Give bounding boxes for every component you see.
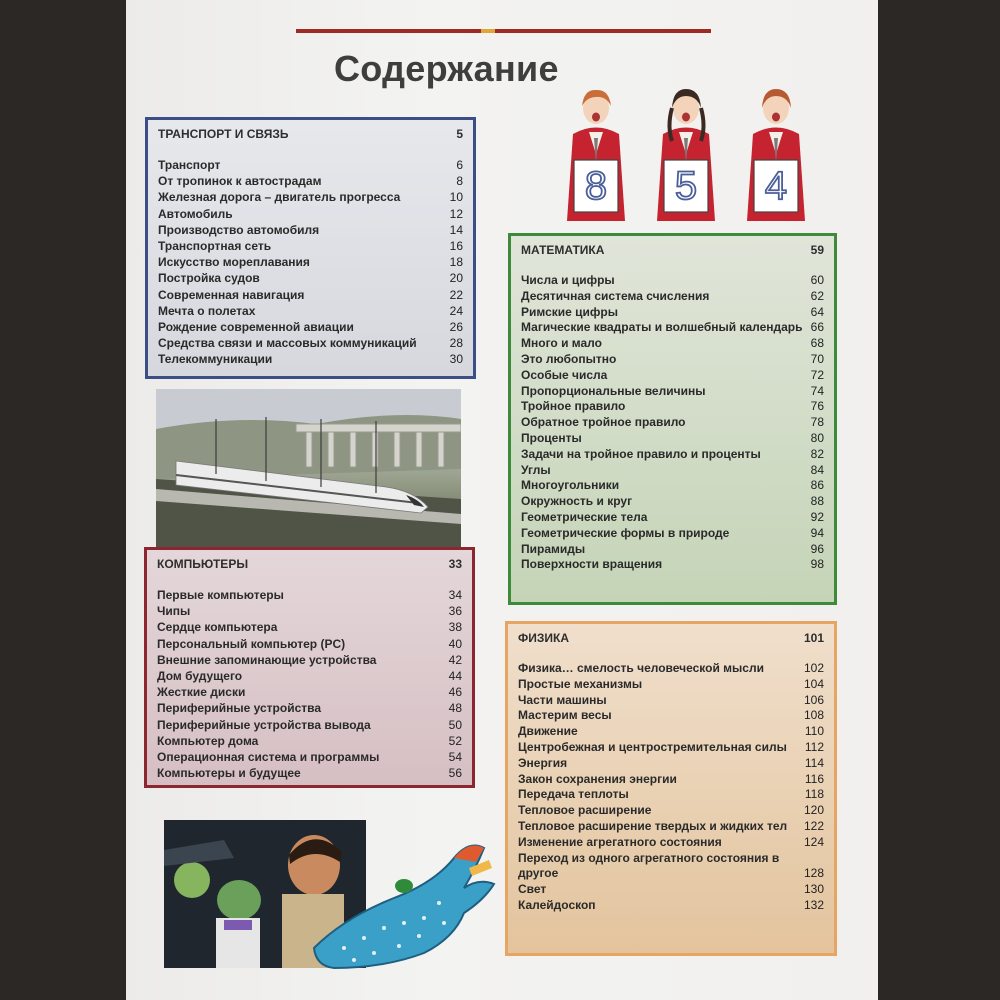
toc-item[interactable]	[521, 384, 824, 400]
toc-item-page: 14	[449, 222, 463, 237]
toc-item[interactable]	[518, 835, 824, 851]
toc-item[interactable]	[157, 733, 462, 749]
toc-item[interactable]	[518, 693, 824, 709]
section-computers-title: КОМПЬЮТЕРЫ	[157, 557, 249, 571]
toc-item[interactable]	[518, 661, 824, 677]
child-2	[657, 89, 715, 221]
painted-glove-illustration	[304, 828, 504, 978]
toc-item-label: Компьютеры и будущее	[157, 766, 301, 781]
toc-item[interactable]	[521, 289, 824, 305]
toc-item-page: 48	[448, 701, 462, 716]
toc-item[interactable]	[518, 772, 824, 788]
toc-item-label: Геометрические тела	[521, 509, 648, 524]
toc-item-page: 122	[803, 818, 824, 833]
toc-item-label: Рождение современной авиации	[158, 320, 354, 335]
toc-item-page: 10	[449, 190, 463, 205]
toc-item[interactable]	[158, 303, 463, 319]
toc-item[interactable]	[158, 319, 463, 335]
section-computers	[144, 547, 475, 788]
toc-item-page: 116	[804, 771, 824, 786]
toc-item[interactable]	[157, 652, 462, 668]
toc-item-page: 108	[803, 708, 824, 723]
toc-item-page: 74	[810, 383, 824, 398]
toc-item-label: Окружность и круг	[521, 494, 633, 509]
toc-item[interactable]	[521, 273, 824, 289]
toc-item[interactable]	[518, 882, 824, 898]
toc-item-page: 104	[803, 676, 824, 691]
section-computers-list	[157, 587, 462, 781]
toc-item[interactable]	[158, 189, 463, 205]
section-math	[508, 233, 837, 605]
toc-item[interactable]	[521, 478, 824, 494]
toc-item[interactable]	[157, 603, 462, 619]
toc-item-label: Компьютер дома	[157, 733, 259, 748]
toc-item[interactable]	[158, 222, 463, 238]
toc-item[interactable]	[158, 287, 463, 303]
toc-item-label: Это любопытно	[521, 351, 617, 366]
toc-item-page: 72	[810, 367, 824, 382]
toc-item[interactable]	[521, 526, 824, 542]
toc-item-label: Углы	[521, 462, 551, 477]
toc-item-label: Десятичная система счисления	[521, 288, 710, 303]
toc-item-label: Тепловое расширение твердых и жидких тел	[518, 818, 788, 833]
toc-item-label: Транспортная сеть	[158, 239, 272, 254]
toc-item-page: 132	[803, 897, 824, 912]
train-photo	[156, 389, 461, 547]
toc-item-label: Геометрические формы в природе	[521, 525, 730, 540]
toc-item-label: Мастерим весы	[518, 708, 612, 723]
toc-item[interactable]	[157, 717, 462, 733]
toc-item-label: Калейдоскоп	[518, 897, 596, 912]
toc-item[interactable]	[518, 677, 824, 693]
toc-item-page: 106	[803, 692, 824, 707]
section-physics-title: ФИЗИКА	[518, 631, 569, 645]
toc-item-page: 130	[803, 882, 824, 897]
toc-item[interactable]	[157, 636, 462, 652]
toc-item[interactable]	[521, 431, 824, 447]
toc-item-page: 70	[810, 351, 824, 366]
toc-item-page: 86	[810, 478, 824, 493]
toc-item-label: Числа и цифры	[521, 273, 615, 287]
toc-item-page: 84	[810, 462, 824, 477]
toc-item-label: Поверхности вращения	[521, 557, 663, 572]
toc-item-page: 56	[448, 766, 462, 781]
toc-item-page: 22	[449, 287, 463, 302]
toc-item-label: Магические квадраты и волшебный календарь	[521, 320, 803, 335]
toc-item[interactable]	[158, 238, 463, 254]
toc-item-label: Операционная система и программы	[157, 750, 380, 765]
section-math-header[interactable]	[521, 243, 824, 257]
toc-item-page: 38	[448, 620, 462, 635]
section-math-page: 59	[810, 243, 824, 257]
section-math-title: МАТЕМАТИКА	[521, 243, 605, 257]
toc-item-label: Чипы	[157, 604, 191, 619]
toc-item-label: Тройное правило	[521, 399, 626, 414]
toc-item-label: Передача теплоты	[518, 787, 629, 802]
toc-item-label: Части машины	[518, 692, 607, 707]
toc-item-page: 112	[804, 739, 824, 754]
toc-item[interactable]	[518, 803, 824, 819]
toc-item-page: 96	[810, 541, 824, 556]
toc-item-page: 66	[810, 320, 824, 335]
section-transport-page: 5	[456, 127, 463, 141]
toc-item-label: Многоугольники	[521, 478, 620, 493]
toc-item-page: 110	[804, 724, 824, 739]
toc-item-page: 78	[810, 415, 824, 430]
section-physics-page: 101	[803, 631, 824, 645]
top-rule	[296, 29, 711, 33]
toc-item-label: Первые компьютеры	[157, 588, 284, 602]
toc-item[interactable]	[158, 173, 463, 189]
toc-item-page: 18	[449, 255, 463, 270]
toc-item-page: 114	[804, 755, 824, 770]
toc-item-label: Персональный компьютер (PC)	[157, 636, 346, 651]
toc-item-label: Центробежная и центростремительная силы	[518, 739, 787, 754]
child-3	[747, 89, 805, 221]
toc-item-page: 128	[803, 866, 824, 881]
section-computers-page: 33	[448, 557, 462, 571]
toc-item[interactable]	[521, 415, 824, 431]
children-illustration	[551, 86, 816, 231]
toc-item[interactable]	[521, 510, 824, 526]
toc-item-label: Задачи на тройное правило и проценты	[521, 446, 761, 461]
toc-item-label: От тропинок к автострадам	[158, 174, 322, 189]
toc-item-page: 118	[804, 787, 824, 802]
toc-item-page: 62	[810, 288, 824, 303]
toc-item-page: 30	[449, 352, 463, 367]
toc-item[interactable]	[521, 336, 824, 352]
toc-item[interactable]	[518, 851, 824, 883]
toc-item-page: 42	[448, 652, 462, 667]
toc-item[interactable]	[521, 320, 824, 336]
card-number-1: 8	[584, 164, 608, 208]
section-math-list	[521, 273, 824, 573]
toc-item-label: Искусство мореплавания	[158, 255, 310, 270]
toc-item-label: Тепловое расширение	[518, 803, 652, 818]
toc-item[interactable]	[521, 399, 824, 415]
toc-item[interactable]	[518, 708, 824, 724]
toc-item-page: 54	[448, 750, 462, 765]
toc-item-label: Римские цифры	[521, 304, 618, 319]
section-physics	[505, 621, 837, 956]
toc-item-label: Простые механизмы	[518, 676, 643, 691]
toc-item-page: 50	[448, 717, 462, 732]
toc-item[interactable]	[158, 335, 463, 351]
toc-item-label: Закон сохранения энергии	[518, 771, 677, 786]
toc-item-label: Транспорт	[158, 158, 221, 172]
toc-item[interactable]	[521, 305, 824, 321]
toc-item[interactable]	[518, 787, 824, 803]
toc-item[interactable]	[158, 157, 463, 173]
toc-item-label: Дом будущего	[157, 669, 243, 684]
toc-item-label: Переход из одного агрегатного состояния в другое	[518, 850, 780, 881]
toc-item-page: 8	[456, 174, 463, 189]
toc-item[interactable]	[518, 898, 824, 914]
toc-item[interactable]	[157, 700, 462, 716]
toc-item[interactable]	[157, 765, 462, 781]
toc-item-label: Изменение агрегатного состояния	[518, 834, 722, 849]
toc-item-page: 68	[810, 336, 824, 351]
toc-item-label: Особые числа	[521, 367, 608, 382]
toc-item-label: Обратное тройное правило	[521, 415, 686, 430]
toc-item-page: 46	[448, 685, 462, 700]
toc-item-label: Периферийные устройства	[157, 701, 322, 716]
toc-item-label: Свет	[518, 882, 547, 897]
toc-item-page: 44	[448, 669, 462, 684]
toc-item-label: Периферийные устройства вывода	[157, 717, 371, 732]
toc-item-page: 28	[449, 336, 463, 351]
toc-item[interactable]	[157, 749, 462, 765]
toc-item-page: 92	[810, 509, 824, 524]
toc-item-page: 26	[449, 320, 463, 335]
toc-item-label: Внешние запоминающие устройства	[157, 652, 377, 667]
toc-item[interactable]	[157, 684, 462, 700]
toc-item[interactable]	[521, 463, 824, 479]
toc-item[interactable]	[157, 587, 462, 603]
toc-item-page: 88	[810, 494, 824, 509]
toc-item-label: Физика… смелость человеческой мысли	[518, 661, 764, 675]
child-1	[567, 90, 625, 221]
toc-item-label: Мечта о полетах	[158, 303, 256, 318]
toc-item[interactable]	[521, 557, 824, 573]
toc-item-page: 34	[448, 588, 462, 602]
toc-item-page: 12	[449, 206, 463, 221]
toc-item[interactable]	[158, 270, 463, 286]
toc-item-page: 16	[449, 239, 463, 254]
section-computers-header[interactable]	[157, 557, 462, 571]
toc-item[interactable]	[158, 254, 463, 270]
toc-item[interactable]	[521, 542, 824, 558]
toc-item-page: 80	[810, 430, 824, 445]
toc-item-page: 82	[810, 446, 824, 461]
section-transport-title: ТРАНСПОРТ И СВЯЗЬ	[158, 127, 289, 141]
toc-item-label: Жесткие диски	[157, 685, 246, 700]
toc-item-label: Движение	[518, 724, 578, 739]
toc-item-page: 60	[810, 273, 824, 287]
page-title: Содержание	[334, 48, 559, 89]
toc-item-page: 94	[810, 525, 824, 540]
toc-item-label: Сердце компьютера	[157, 620, 278, 635]
toc-item[interactable]	[157, 668, 462, 684]
toc-item-label: Современная навигация	[158, 287, 305, 302]
book-page	[126, 0, 878, 1000]
toc-item-page: 124	[803, 834, 824, 849]
card-number-3: 4	[764, 164, 788, 208]
toc-item-page: 120	[803, 803, 824, 818]
section-transport-list	[158, 157, 463, 368]
toc-item-page: 52	[448, 733, 462, 748]
card-number-2: 5	[674, 164, 698, 208]
toc-item[interactable]	[157, 619, 462, 635]
toc-item-label: Постройка судов	[158, 271, 260, 286]
toc-item[interactable]	[518, 819, 824, 835]
toc-item-label: Производство автомобиля	[158, 222, 320, 237]
toc-item[interactable]	[521, 447, 824, 463]
toc-item[interactable]	[518, 724, 824, 740]
toc-item-page: 102	[803, 661, 824, 675]
toc-item-label: Много и мало	[521, 336, 602, 351]
toc-item-label: Средства связи и массовых коммуникаций	[158, 336, 417, 351]
toc-item-page: 40	[448, 636, 462, 651]
toc-item[interactable]	[521, 352, 824, 368]
toc-item[interactable]	[518, 740, 824, 756]
toc-item-label: Энергия	[518, 755, 568, 770]
top-rule-accent	[481, 29, 495, 33]
toc-item-page: 76	[810, 399, 824, 414]
section-physics-list	[518, 661, 824, 914]
toc-item-label: Автомобиль	[158, 206, 233, 221]
section-transport-header[interactable]	[158, 127, 463, 141]
toc-item-label: Железная дорога – двигатель прогресса	[158, 190, 401, 205]
toc-item-page: 20	[449, 271, 463, 286]
toc-item-page: 6	[456, 158, 463, 172]
toc-item[interactable]	[518, 756, 824, 772]
toc-item-label: Телекоммуникации	[158, 352, 273, 367]
toc-item[interactable]	[158, 206, 463, 222]
toc-item-label: Пирамиды	[521, 541, 586, 556]
toc-item-label: Пропорциональные величины	[521, 383, 706, 398]
toc-item-page: 24	[449, 303, 463, 318]
toc-item[interactable]	[521, 494, 824, 510]
toc-item[interactable]	[158, 351, 463, 367]
toc-item-page: 36	[448, 604, 462, 619]
section-transport	[145, 117, 476, 379]
section-physics-header[interactable]	[518, 631, 824, 645]
toc-item-page: 98	[810, 557, 824, 572]
toc-item-label: Проценты	[521, 430, 582, 445]
toc-item[interactable]	[521, 368, 824, 384]
toc-item-page: 64	[810, 304, 824, 319]
